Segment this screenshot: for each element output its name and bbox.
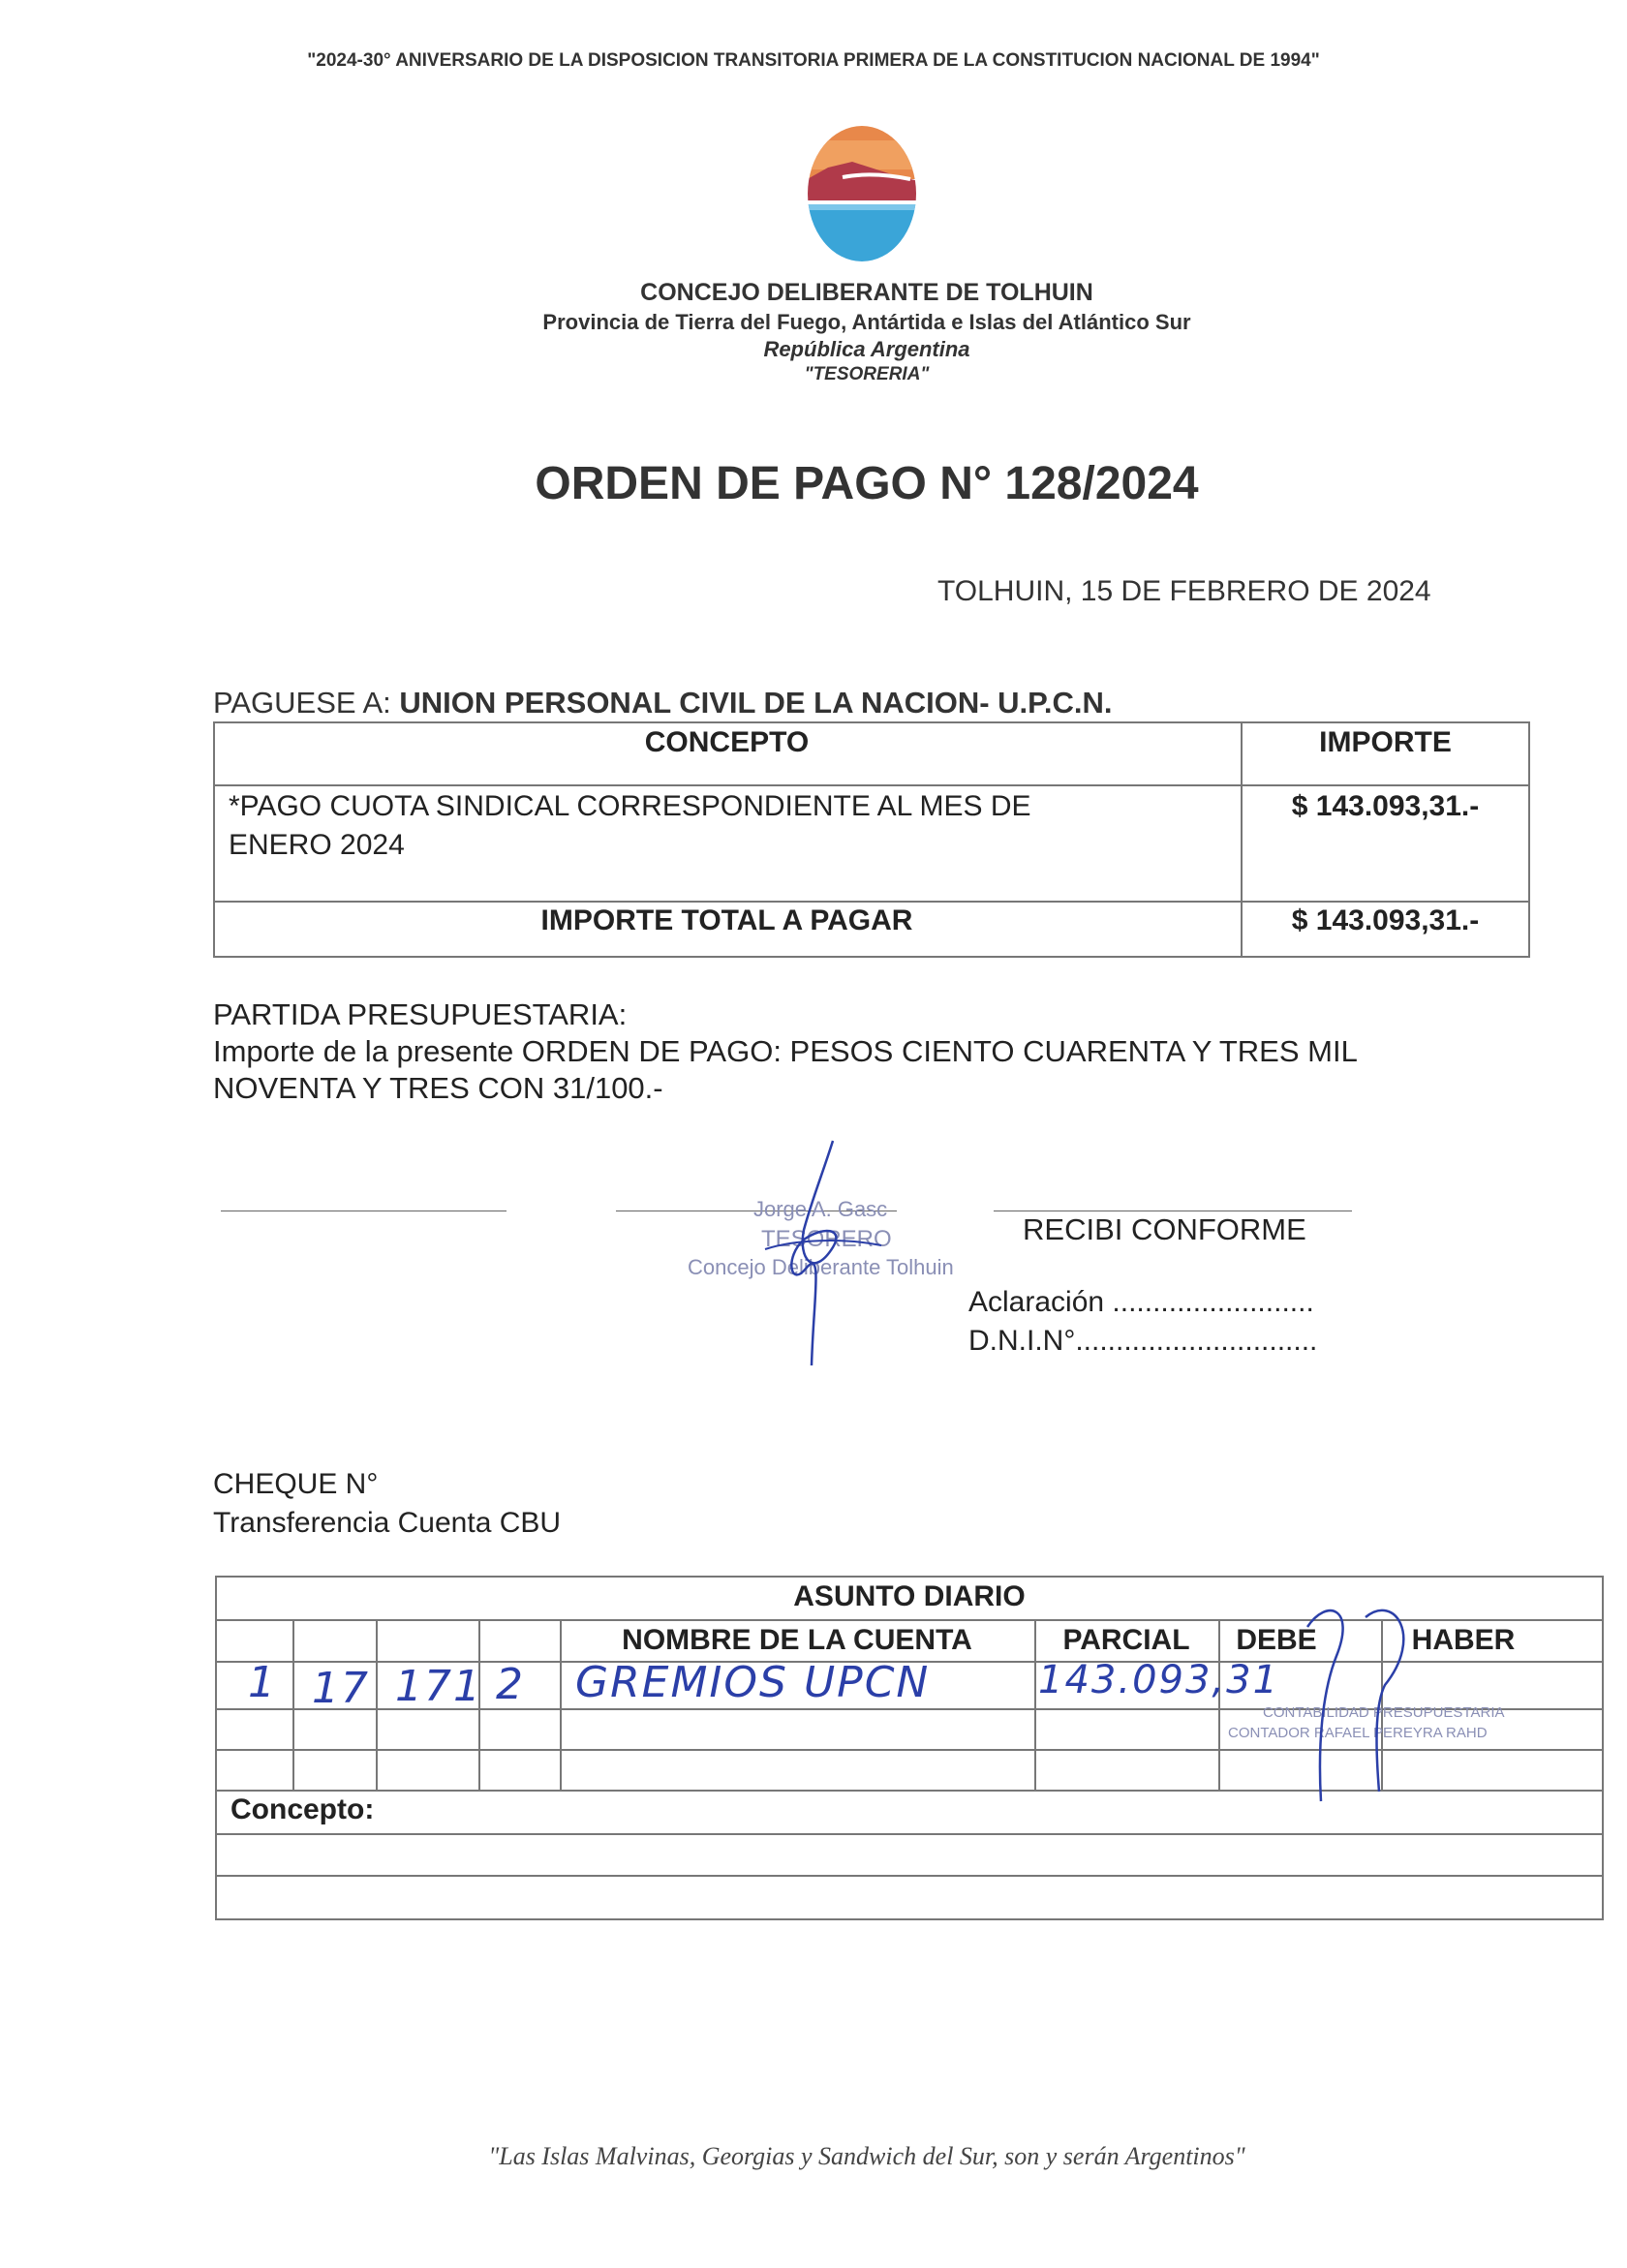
amount-words-line-1: Importe de la presente ORDEN DE PAGO: PESOS CIENTO CUARENTA Y TRES MIL: [213, 1034, 1358, 1068]
order-title: ORDEN DE PAGO N° 128/2024: [535, 458, 1199, 509]
footer-motto: "Las Islas Malvinas, Georgias y Sandwich del Sur, son y serán Argentinos": [488, 2142, 1245, 2170]
col-partial-header: PARCIAL: [1062, 1624, 1190, 1656]
accounting-stamp-line-2: CONTADOR RAFAEL PEREYRA RAHD: [1228, 1725, 1488, 1741]
hand-partial: 143.093,31: [1038, 1658, 1280, 1702]
payee-line: [213, 686, 1112, 720]
treasurer-signature: [736, 1133, 891, 1375]
amount-words-line-2: NOVENTA Y TRES CON 31/100.-: [213, 1071, 663, 1105]
transfer-label: Transferencia Cuenta CBU: [213, 1507, 562, 1539]
institution-logo: [804, 121, 920, 266]
dni-field: D.N.I.N°..............................: [968, 1325, 1318, 1357]
col-concept-header: CONCEPTO: [644, 726, 810, 758]
province-name: Provincia de Tierra del Fuego, Antártida e Islas del Atlántico Sur: [542, 310, 1191, 334]
stamp-org: Concejo Deliberante Tolhuin: [688, 1255, 954, 1279]
received-label: RECIBI CONFORME: [1023, 1212, 1306, 1246]
hand-code-1: 1: [248, 1658, 277, 1707]
hand-code-2: 17: [312, 1664, 370, 1713]
handwritten-signature-icon: [736, 1133, 891, 1375]
hand-code-3: 171: [395, 1662, 482, 1711]
stamp-role: TESORERO: [761, 1226, 892, 1252]
budget-label: PARTIDA PRESUPUESTARIA:: [213, 997, 628, 1031]
col-amount-header: IMPORTE: [1319, 726, 1452, 758]
accounting-stamp-line-1: CONTABILIDAD PRESUPUESTARIA: [1263, 1704, 1505, 1721]
total-amount: $ 143.093,31.-: [1291, 904, 1480, 936]
department-name: "TESORERIA": [804, 364, 930, 384]
clarification-field: Aclaración .........................: [968, 1286, 1314, 1318]
col-credit-header: HABER: [1411, 1624, 1516, 1656]
initials-signature-icon: [1278, 1598, 1424, 1821]
place-date: TOLHUIN, 15 DE FEBRERO DE 2024: [937, 575, 1431, 607]
hand-account: GREMIOS UPCN: [575, 1658, 931, 1707]
col-account-header: NOMBRE DE LA CUENTA: [622, 1624, 972, 1656]
payee-name: UNION PERSONAL CIVIL DE LA NACION- U.P.C.N.: [399, 686, 1113, 720]
country-name: República Argentina: [763, 337, 970, 361]
hand-code-4: 2: [496, 1660, 525, 1709]
col-debit-header: DEBE: [1236, 1624, 1317, 1656]
journal-signature: [1278, 1598, 1424, 1821]
journal-concept-label: Concepto:: [230, 1793, 375, 1825]
anniversary-header: "2024-30° ANIVERSARIO DE LA DISPOSICION TRANSITORIA PRIMERA DE LA CONSTITUCION NACIONAL DE 1994": [307, 50, 1320, 71]
concept-line-1: *PAGO CUOTA SINDICAL CORRESPONDIENTE AL MES DE: [229, 790, 1031, 822]
stamp-name: Jorge A. Gasc: [753, 1197, 888, 1221]
logo-emblem-icon: [804, 121, 920, 266]
concept-amount: $ 143.093,31.-: [1291, 790, 1480, 822]
total-label: IMPORTE TOTAL A PAGAR: [540, 904, 913, 936]
payee-label: PAGUESE A:: [213, 686, 391, 720]
concept-line-2: ENERO 2024: [229, 829, 405, 861]
journal-title: ASUNTO DIARIO: [793, 1580, 1026, 1612]
institution-name: CONCEJO DELIBERANTE DE TOLHUIN: [640, 279, 1093, 306]
cheque-label: CHEQUE N°: [213, 1468, 379, 1500]
